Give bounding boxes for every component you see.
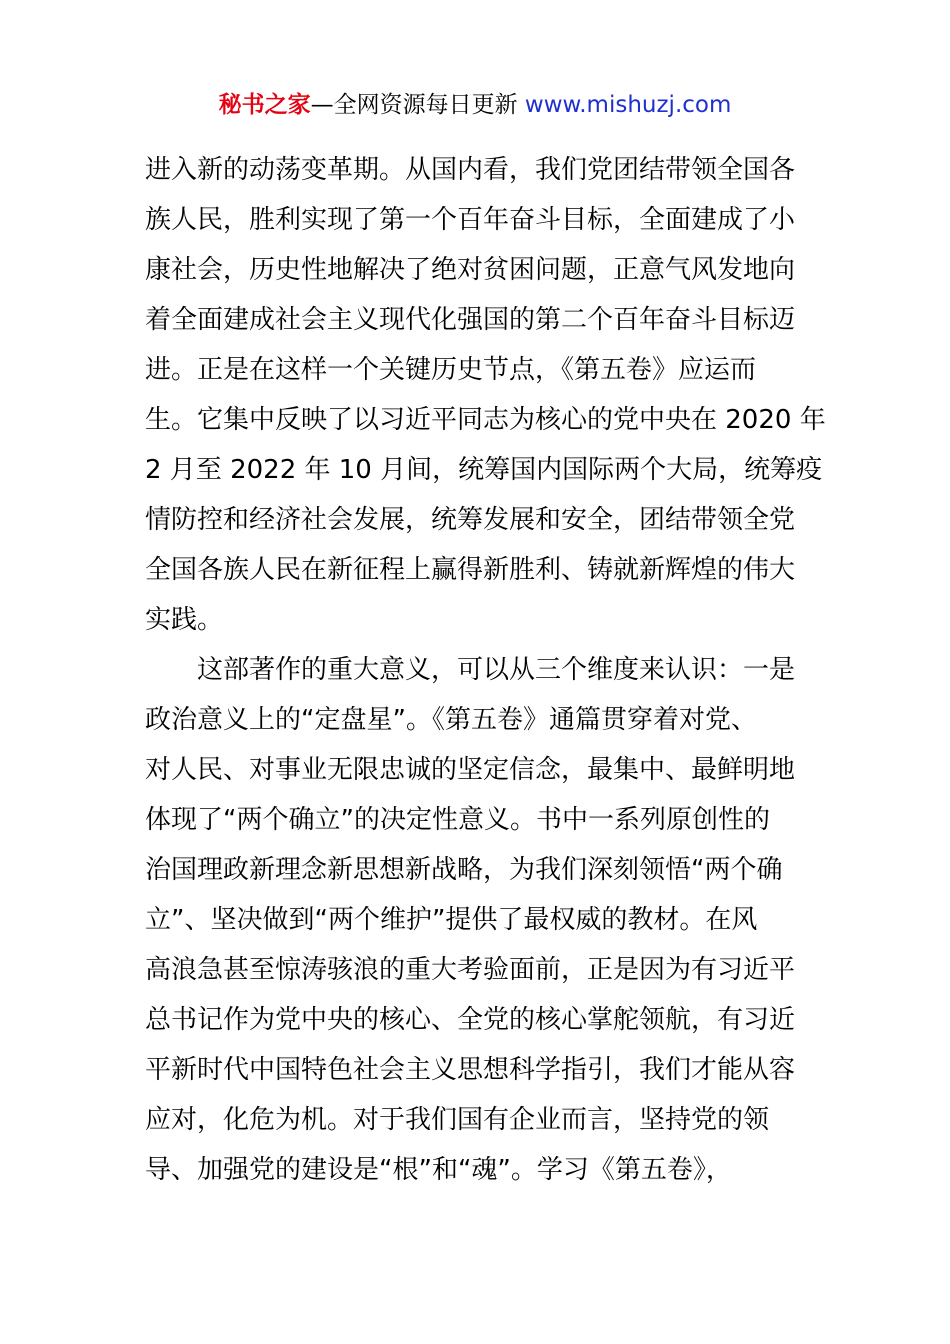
text-line: 应对，化危为机。对于我们国有企业而言，坚持党的领	[145, 1105, 770, 1135]
page-header	[0, 88, 950, 122]
text-line: 2 月至 2022 年 10 月间，统筹国内国际两个大局，统筹疫	[145, 455, 823, 485]
brand-name: 秘书之家	[218, 92, 311, 118]
text-line: 全国各族人民在新征程上赢得新胜利、铸就新辉煌的伟大	[145, 555, 796, 585]
text-line: 族人民，胜利实现了第一个百年奋斗目标，全面建成了小	[145, 205, 796, 235]
text-line: 进入新的动荡变革期。从国内看，我们党团结带领全国各	[145, 155, 796, 185]
text-line: 着全面建成社会主义现代化强国的第二个百年奋斗目标迈	[145, 305, 796, 335]
text-line: 生。它集中反映了以习近平同志为核心的党中央在 2020 年	[145, 405, 826, 435]
text-line: 这部著作的重大意义，可以从三个维度来认识：一是	[145, 655, 796, 685]
text-line: 政治意义上的“定盘星”。《第五卷》通篇贯穿着对党、	[145, 705, 757, 735]
text-line: 情防控和经济社会发展，统筹发展和安全，团结带领全党	[145, 505, 796, 535]
text-line: 平新时代中国特色社会主义思想科学指引，我们才能从容	[145, 1055, 796, 1085]
text-line: 实践。	[145, 605, 224, 635]
text-line: 立”、坚决做到“两个维护”提供了最权威的教材。在风	[145, 905, 758, 935]
text-line: 治国理政新理念新思想新战略，为我们深刻领悟“两个确	[145, 855, 783, 885]
site-url-link[interactable]: www.mishuzj.com	[524, 92, 732, 118]
header-tagline: —全网资源每日更新	[310, 92, 525, 118]
text-line: 对人民、对事业无限忠诚的坚定信念，最集中、最鲜明地	[145, 755, 796, 785]
document-body	[145, 145, 826, 1195]
text-line: 进。正是在这样一个关键历史节点，《第五卷》应运而	[145, 355, 757, 385]
text-line: 导、加强党的建设是“根”和“魂”。学习《第五卷》，	[145, 1155, 732, 1185]
text-line: 康社会，历史性地解决了绝对贫困问题，正意气风发地向	[145, 255, 796, 285]
text-line: 体现了“两个确立”的决定性意义。书中一系列原创性的	[145, 805, 770, 835]
text-line: 总书记作为党中央的核心、全党的核心掌舵领航，有习近	[145, 1005, 796, 1035]
text-line: 高浪急甚至惊涛骇浪的重大考验面前，正是因为有习近平	[145, 955, 796, 985]
